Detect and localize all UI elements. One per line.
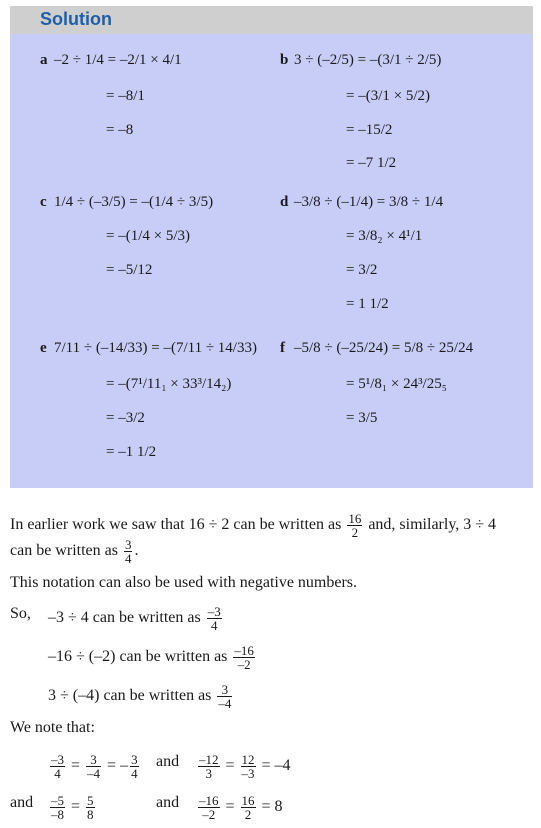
part-e-line-1: 7/11 ÷ (–14/33) = –(7/11 ÷ 14/33) xyxy=(54,340,257,356)
equality-row-1a: $\frac{-3}{4}$ = $\frac{3}{-4}$ = – $\frac{3}{4}$ xyxy=(51,752,138,781)
part-d-line-1: –3/8 ÷ (–1/4) = 3/8 ÷ 1/4 xyxy=(294,194,444,210)
solution-header xyxy=(10,6,533,34)
part-label-a: a xyxy=(40,52,48,68)
p1-text-a: In earlier work we saw that 16 ÷ 2 can be written as xyxy=(10,516,342,534)
part-c-line-2: = –(1/4 × 5/3) xyxy=(106,228,190,244)
solution-title: Solution xyxy=(40,9,112,29)
example-3: 3 ÷ (–4) can be written as $\frac{3}{-4}$ xyxy=(48,682,232,711)
worked-examples xyxy=(40,52,474,460)
part-a-line-1: –2 ÷ 1/4 = –2/1 × 4/1 xyxy=(54,52,182,68)
example-1: –3 ÷ 4 can be written as $\frac{-3}{4}$ xyxy=(48,604,221,633)
part-d-line-3: = 3/2 xyxy=(346,262,378,278)
and-label-3: and xyxy=(156,794,180,811)
part-d-line-2: = 3/8₂ × 4¹/1 xyxy=(346,228,423,244)
example-2: –16 ÷ (–2) can be written as $\frac{-16}{-2}$ xyxy=(48,643,254,672)
equality-row-1b: $\frac{-12}{3}$ = $\frac{12}{-3}$ = –4 xyxy=(199,752,291,781)
p1-text-c: can be written as xyxy=(10,542,118,560)
part-label-f: f xyxy=(280,340,285,356)
part-label-b: b xyxy=(280,52,289,68)
fraction-16-2: $\frac{16}{2}$ xyxy=(348,511,362,540)
part-e-line-4: = –1 1/2 xyxy=(106,444,157,460)
solution-box xyxy=(10,34,533,488)
part-d-line-4: = 1 1/2 xyxy=(346,296,389,312)
part-e-line-3: = –3/2 xyxy=(106,410,145,426)
note-label: We note that: xyxy=(10,719,95,736)
part-b-line-2: = –(3/1 × 5/2) xyxy=(346,88,430,104)
paragraph-2: This notation can also be used with negative numbers. xyxy=(10,574,358,591)
solution-math xyxy=(10,34,533,488)
part-label-e: e xyxy=(40,340,47,356)
part-c-line-3: = –5/12 xyxy=(106,262,153,278)
part-b-line-1: 3 ÷ (–2/5) = –(3/1 ÷ 2/5) xyxy=(294,52,442,68)
part-b-line-3: = –15/2 xyxy=(346,122,393,138)
equality-row-2a: $\frac{-5}{-8}$ = $\frac{5}{8}$ xyxy=(51,793,94,822)
so-label: So, xyxy=(10,605,31,622)
part-label-d: d xyxy=(280,194,289,210)
paragraph-1-line2: can be written as $\frac{3}{4}$ . xyxy=(10,537,139,566)
part-e-line-2: = –(7¹/11₁ × 33³/14₂) xyxy=(106,376,232,392)
paragraph-1 xyxy=(10,512,496,539)
part-f-line-3: = 3/5 xyxy=(346,410,378,426)
part-label-c: c xyxy=(40,194,47,210)
part-a-line-3: = –8 xyxy=(106,122,134,138)
fraction-3-4: $\frac{3}{4}$ xyxy=(124,537,132,566)
part-c-line-1: 1/4 ÷ (–3/5) = –(1/4 ÷ 3/5) xyxy=(54,194,214,210)
part-a-line-2: = –8/1 xyxy=(106,88,145,104)
part-f-line-2: = 5¹/8₁ × 24³/25₅ xyxy=(346,376,447,392)
and-label-2: and xyxy=(10,794,34,811)
and-label-1: and xyxy=(156,753,180,770)
p1-text-b: and, similarly, 3 ÷ 4 xyxy=(368,516,497,534)
part-f-line-1: –5/8 ÷ (–25/24) = 5/8 ÷ 25/24 xyxy=(294,340,474,356)
equality-row-2b: $\frac{-16}{-2}$ = $\frac{16}{2}$ = 8 xyxy=(199,793,283,822)
part-b-line-4: = –7 1/2 xyxy=(346,155,397,171)
